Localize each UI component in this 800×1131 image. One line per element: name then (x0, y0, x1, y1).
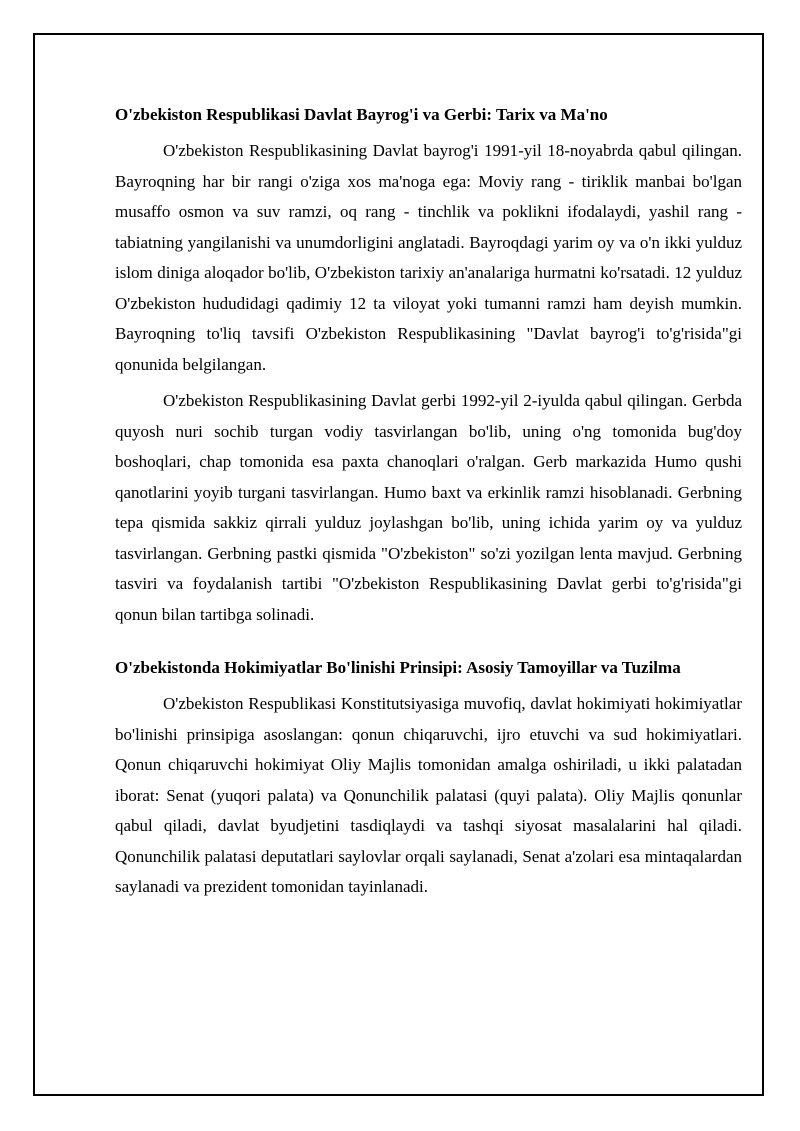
paragraph-separation-of-powers: O'zbekiston Respublikasi Konstitutsiyasiga muvofiq, davlat hokimiyati hokimiyatlar bo'linishi prinsipiga asoslangan: qonun chiqaruvchi, ijro etuvchi va sud hokimiyatlari. Qonun chiqaruvchi hokimiyat Oliy Majlis tomonidan amalga oshiriladi, u ikki palatadan iborat: Senat (yuqori palata) va Qonunchilik palatasi (quyi palata). Oliy Majlis qonunlar qabul qiladi, davlat byudjetini tasdiqlaydi va tashqi siyosat masalalarini hal qiladi. Qonunchilik palatasi deputatlari saylovlar orqali saylanadi, Senat a'zolari esa mintaqalardan saylanadi va prezident tomonidan tayinlanadi. (115, 694, 742, 896)
paragraph-flag: O'zbekiston Respublikasining Davlat bayrog'i 1991-yil 18-noyabrda qabul qilingan. Bayroqning har bir rangi o'ziga xos ma'noga ega: Moviy rang - tiriklik manbai bo'lgan musaffo osmon va suv ramzi, oq rang - tinchlik va poklikni ifodalaydi, yashil rang - tabiatning yangilanishi va unumdorligini anglatadi. Bayroqdagi yarim oy va o'n ikki yulduz islom diniga aloqador bo'lib, O'zbekiston tarixiy an'analariga hurmatni ko'rsatadi. 12 yulduz O'zbekiston hududidagi qadimiy 12 ta viloyat yoki tumanni ramzi ham deyish mumkin. Bayroqning to'liq tavsifi O'zbekiston Respublikasining "Davlat bayrog'i to'g'risida"gi qonunida belgilangan. (115, 141, 742, 374)
paragraph-emblem: O'zbekiston Respublikasining Davlat gerbi 1992-yil 2-iyulda qabul qilingan. Gerbda quyosh nuri sochib turgan vodiy tasvirlangan bo'lib, uning o'ng tomonida bug'doy boshoqlari, chap tomonida esa paxta chanoqlari o'ralgan. Gerb markazida Humo qushi qanotlarini yoyib turgani tasvirlangan. Humo baxt va erkinlik ramzi hisoblanadi. Gerbning tepa qismida sakkiz qirrali yulduz joylashgan bo'lib, uning ichida yarim oy va yulduz tasvirlangan. Gerbning pastki qismida "O'zbekiston" so'zi yozilgan lenta mavjud. Gerbning tasviri va foydalanish tartibi "O'zbekiston Respublikasining Davlat gerbi to'g'risida"gi qonun bilan tartibga solinadi. (115, 391, 742, 624)
section-heading-flag-emblem: O'zbekiston Respublikasi Davlat Bayrog'i va Gerbi: Tarix va Ma'no (115, 105, 608, 124)
document-body (115, 95, 742, 909)
section-heading-separation-of-powers: O'zbekistonda Hokimiyatlar Bo'linishi Prinsipi: Asosiy Tamoyillar va Tuzilma (115, 658, 681, 677)
